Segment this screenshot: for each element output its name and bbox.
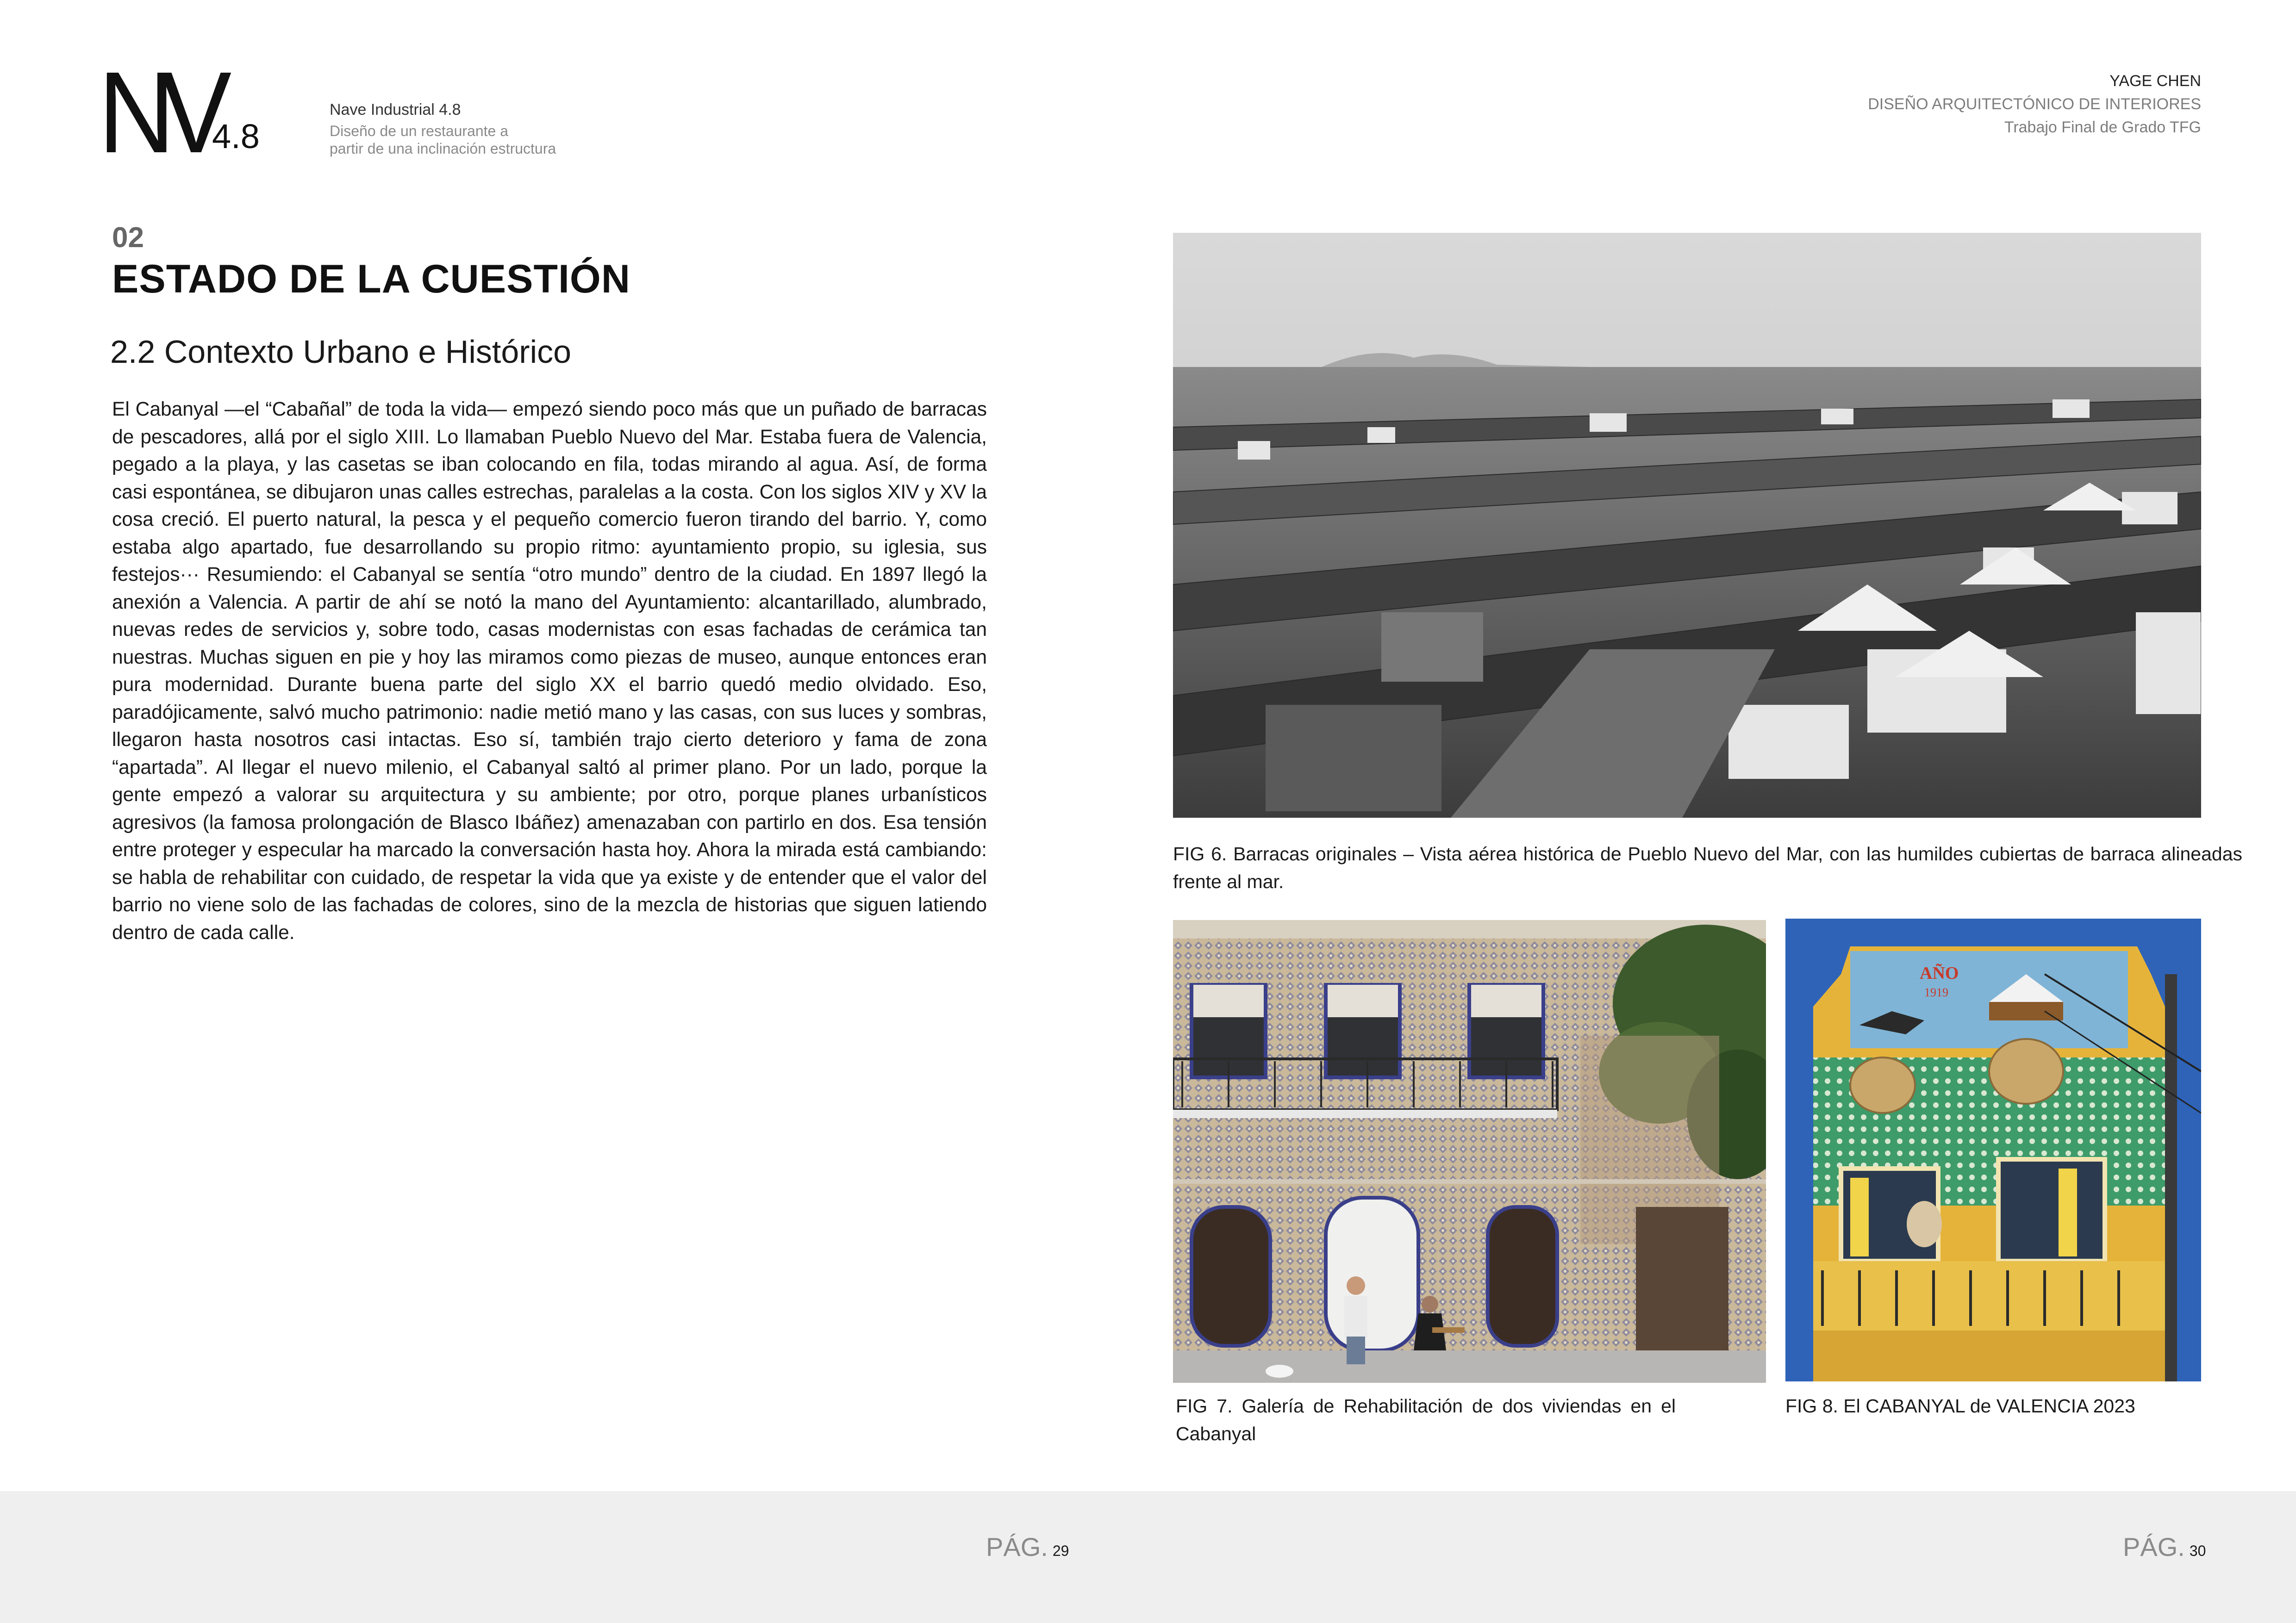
fig6-historic-aerial-photo <box>1173 233 2201 818</box>
fig8-tile-year: 1919 <box>1924 986 1948 999</box>
fig8-caption: FIG 8. El CABANYAL de VALENCIA 2023 <box>1785 1395 2135 1417</box>
section-number: 02 <box>112 222 144 254</box>
project-title: Nave Industrial 4.8 <box>330 101 461 118</box>
fig8-tile-text: AÑO <box>1920 964 1959 983</box>
page-number: 29 <box>1052 1542 1069 1559</box>
logo-mark: NV <box>98 48 217 177</box>
fig6-caption: FIG 6. Barracas originales – Vista aérea histórica de Pueblo Nuevo del Mar, con las humildes cubiertas de barraca alineadas frente al mar. <box>1173 843 2242 892</box>
project-subtitle <box>330 122 626 157</box>
page-label: PÁG. <box>986 1532 1048 1561</box>
project-subtitle-line-2: partir de una inclinación estructura <box>330 140 556 157</box>
page-number-right <box>2123 1532 2206 1562</box>
section-title: ESTADO DE LA CUESTIÓN <box>112 257 630 301</box>
project-subtitle-line-1: Diseño de un restaurante a <box>330 123 509 139</box>
section-subtitle: 2.2 Contexto Urbano e Histórico <box>110 334 572 370</box>
fig7-facade-photo <box>1173 920 1766 1383</box>
footer-band <box>0 1491 2296 1623</box>
page-label: PÁG. <box>2123 1532 2185 1561</box>
author-name: YAGE CHEN <box>2109 72 2201 90</box>
fig7-caption: FIG 7. Galería de Rehabilitación de dos viviendas en el Cabanyal <box>1176 1395 1676 1444</box>
body-paragraph: El Cabanyal —el “Cabañal” de toda la vida— empezó siendo poco más que un puñado de barracas de pescadores, allá por el siglo XIII. Lo llamaban Pueblo Nuevo del Mar. Estaba fuera de Valencia, pegado a la playa, y las casetas se iban colocando en fila, todas mirando al agua. Así, de forma casi espontánea, se dibujaron unas calles estrechas, paralelas a la costa. Con los siglos XIV y XV la cosa creció. El puerto natural, la pesca y el pequeño comercio fueron tirando del barrio. Y, como estaba algo apartado, fue desarrollando su propio ritmo: ayuntamiento propio, su iglesia, sus festejos··· Resumiendo: el Cabanyal se sentía “otro mundo” dentro de la ciudad. En 1897 llegó la anexión a Valencia. A partir de ahí se notó la mano del Ayuntamiento: alcantarillado, alumbrado, nuevas redes de servicios y, sobre todo, casas modernistas con esas fachadas de cerámica tan nuestras. Muchas siguen en pie y hoy las miramos como piezas de museo, aunque entonces eran pura modernidad. Durante buena parte del siglo XX el barrio quedó medio olvidado. Eso, paradójicamente, salvó mucho patrimonio: nadie metió mano y las casas, con sus luces y sombras, llegaron hasta nosotros casi intactas. Eso sí, también trajo cierto deterioro y fama de zona “apartada”. Al llegar el nuevo milenio, el Cabanyal saltó al primer plano. Por un lado, porque la gente empezó a valorar su arquitectura y su ambiente; por otro, porque planes urbanísticos agresivos (la famosa prolongación de Blasco Ibáñez) amenazaban con partirlo en dos. Esa tensión entre proteger y especular ha marcado la conversación hasta hoy. Ahora la mirada está cambiando: se habla de rehabilitar con cuidado, de respetar la vida que ya existe y de entender que el valor del barrio no viene solo de las fachadas de colores, sino de la mezcla de historias que siguen latiendo dentro de cada calle. <box>112 398 987 944</box>
logo-version: 4.8 <box>212 117 260 155</box>
page-number-left <box>986 1532 1069 1562</box>
program-name: DISEÑO ARQUITECTÓNICO DE INTERIORES <box>1868 95 2201 113</box>
work-type: Trabajo Final de Grado TFG <box>2004 118 2201 136</box>
header-meta <box>1868 69 2201 139</box>
fig8-modernist-facade-photo <box>1785 919 2201 1381</box>
page-number: 30 <box>2189 1542 2206 1559</box>
